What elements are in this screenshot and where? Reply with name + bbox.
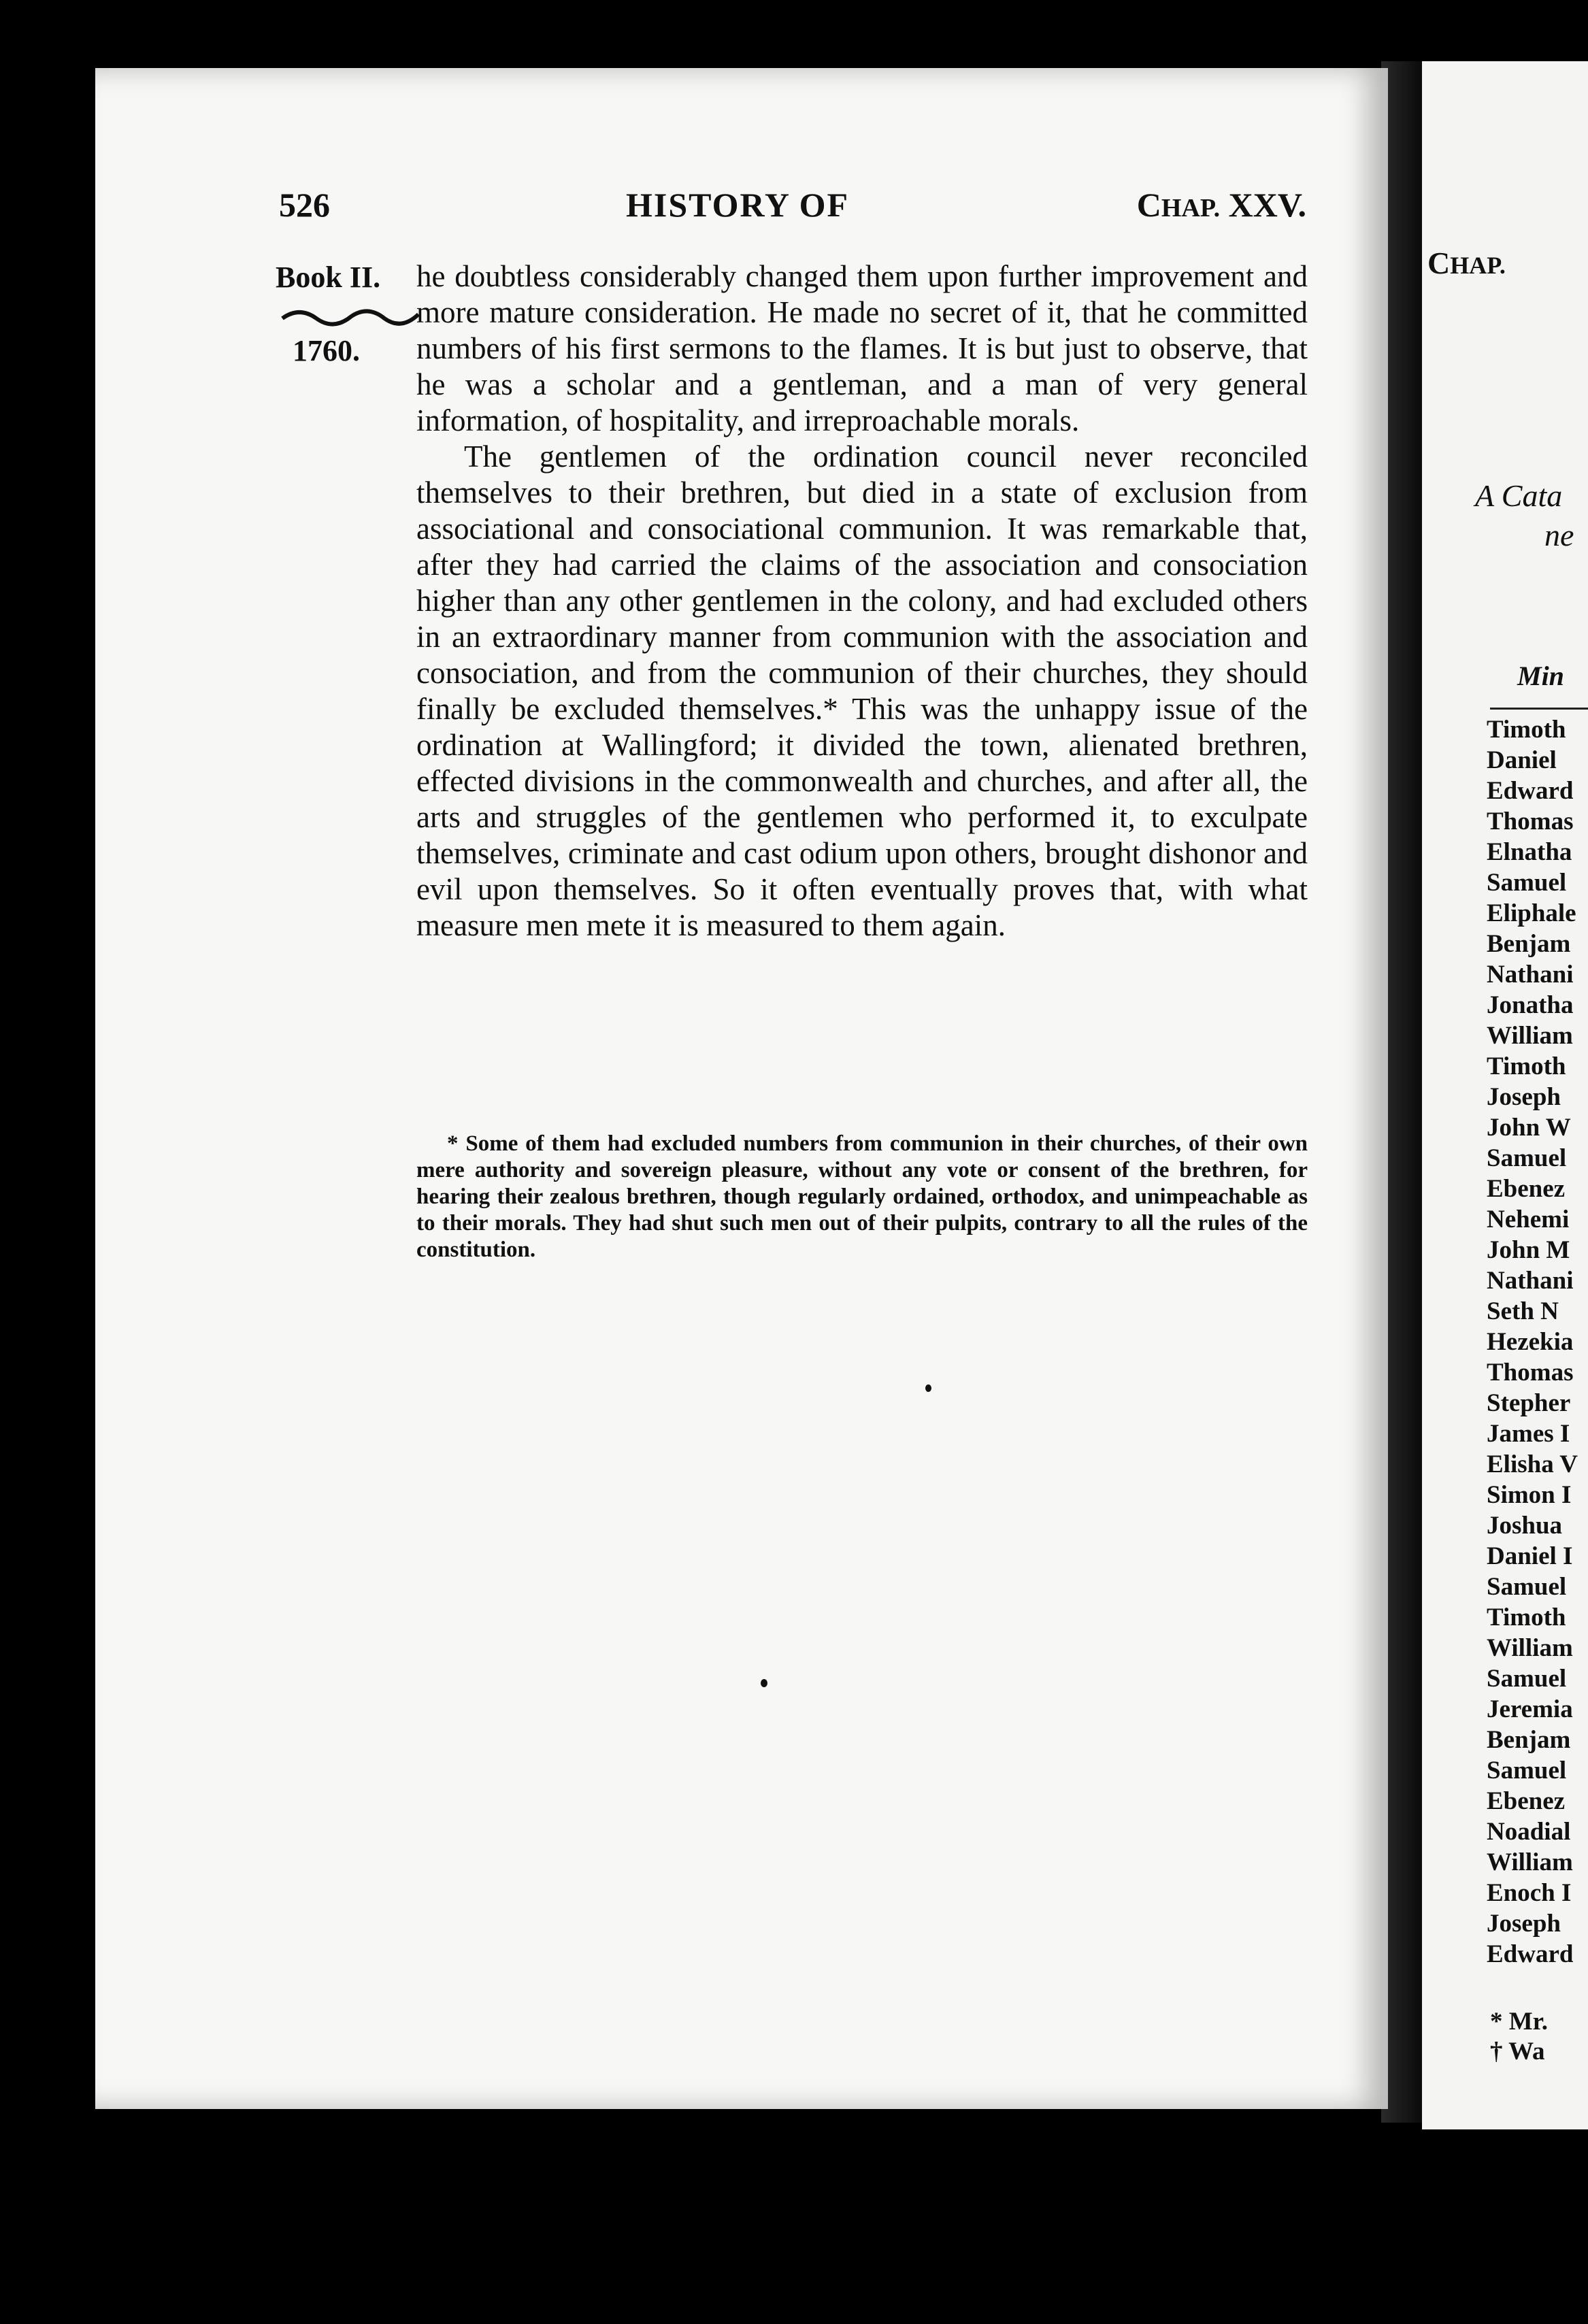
facing-name-item: Joseph <box>1487 1910 1561 1938</box>
facing-name-item: Samuel <box>1487 1757 1567 1784</box>
facing-catalog-title-2: ne <box>1544 518 1574 552</box>
running-title: HISTORY OF <box>626 186 850 224</box>
chapter-number: XXV. <box>1228 186 1306 224</box>
facing-name-item: Samuel <box>1487 1665 1567 1693</box>
facing-name-item: Timoth <box>1487 1604 1566 1631</box>
facing-name-item: Timoth <box>1487 1052 1566 1080</box>
margin-year: 1760. <box>293 334 360 367</box>
running-header <box>279 185 1306 233</box>
facing-name-item: Thomas <box>1487 808 1574 835</box>
facing-name-item: Samuel <box>1487 1144 1567 1172</box>
facing-name-item: Elisha V <box>1487 1450 1578 1478</box>
paragraph-1: he doubtless considerably changed them upon further improvement and more mature consideration. He made no secret of it, that he committed numbers of his first sermons to the flames. It is but just to observe, that he was a scholar and a gentleman, and a man of very general information, of hospitality, and irreproachable morals. <box>416 259 1308 437</box>
chapter-prefix: C <box>1136 186 1161 224</box>
facing-note-2: † Wa <box>1490 2038 1545 2065</box>
facing-name-item: Elnatha <box>1487 838 1572 866</box>
facing-name-item: John M <box>1487 1236 1570 1264</box>
facing-name-item: Simon I <box>1487 1481 1572 1509</box>
facing-name-item: Nehemi <box>1487 1206 1570 1233</box>
facing-name-item: James I <box>1487 1420 1570 1448</box>
facing-name-list <box>1487 714 1578 1970</box>
facing-name-item: Edward <box>1487 1940 1574 1968</box>
facing-name-item: Daniel I <box>1487 1542 1573 1570</box>
facing-note-1: * Mr. <box>1490 2008 1548 2036</box>
facing-page <box>1422 61 1588 2129</box>
ornament-swash <box>279 299 422 333</box>
facing-column-head: Min <box>1517 661 1564 691</box>
paragraph-2: The gentlemen of the ordination council never reconciled themselves to their brethren, but died in a state of exclusion from associational and consociational communion. It was remarkable that, after they had carried the claims of the association and consociation higher than any other gentlemen in the colony, and had excluded others in an extraordinary manner from communion with the association and consociation, and from the communion of their churches, they should finally be excluded themselves.* This was the unhappy issue of the ordination at Wallingford; it divided the town, alienated brethren, effected divisions in the commonwealth and churches, and after all, the arts and struggles of the gentlemen who performed it, to exculpate themselves, criminate and cast odium upon others, brought dishonor and evil upon themselves. So it often eventually proves that, with what measure men mete it is measured to them again. <box>416 439 1308 942</box>
facing-name-item: William <box>1487 1848 1573 1876</box>
facing-name-item: Thomas <box>1487 1359 1574 1387</box>
facing-name-item: Nathani <box>1487 1267 1574 1295</box>
facing-name-item: Stepher <box>1487 1389 1571 1417</box>
facing-name-item: Ebenez <box>1487 1787 1566 1815</box>
page-number: 526 <box>279 186 330 224</box>
facing-name-item: William <box>1487 1022 1573 1050</box>
facing-name-item: John W <box>1487 1114 1571 1142</box>
facing-name-item: Joseph <box>1487 1083 1561 1111</box>
margin-book: Book II. <box>276 261 381 294</box>
chapter-label <box>1137 185 1306 225</box>
facing-name-item: Ebenez <box>1487 1175 1566 1203</box>
facing-name-item: Noadial <box>1487 1818 1571 1846</box>
facing-catalog-title: A Cata <box>1475 478 1563 513</box>
facing-header-prefix: C <box>1427 246 1451 280</box>
facing-name-item: Joshua <box>1487 1512 1563 1540</box>
facing-name-item: Hezekia <box>1487 1328 1574 1356</box>
facing-name-item: Benjam <box>1487 1726 1571 1754</box>
facing-name-item: Jeremia <box>1487 1695 1573 1723</box>
chapter-small: HAP. <box>1161 194 1221 222</box>
facing-name-item: Samuel <box>1487 1573 1567 1601</box>
facing-name-item: Edward <box>1487 777 1574 805</box>
print-speck <box>925 1384 931 1392</box>
facing-header-small: HAP. <box>1450 252 1506 279</box>
facing-name-item: Daniel <box>1487 746 1557 774</box>
facing-name-item: Jonatha <box>1487 991 1574 1019</box>
facing-name-item: William <box>1487 1634 1573 1662</box>
facing-name-item: Nathani <box>1487 961 1574 989</box>
facing-name-item: Eliphale <box>1487 899 1576 927</box>
facing-name-item: Seth N <box>1487 1297 1559 1325</box>
footnote: * Some of them had excluded numbers from communion in their churches, of their own mere authority and sovereign pleasure, without any vote or consent of the brethren, for hearing their zealous brethren, though regularly ordained, orthodox, and unimpeachable as to their morals. They had shut such men out of their pulpits, contrary to all the rules of the constitution. <box>416 1131 1308 1262</box>
body-text <box>416 259 1308 944</box>
facing-header <box>1427 245 1506 281</box>
facing-name-item: Benjam <box>1487 930 1571 958</box>
facing-name-item: Enoch I <box>1487 1879 1572 1907</box>
facing-name-item: Timoth <box>1487 716 1566 744</box>
facing-rule <box>1490 708 1588 710</box>
print-speck <box>761 1679 767 1687</box>
facing-notes <box>1490 2007 1548 2067</box>
facing-name-item: Samuel <box>1487 869 1567 897</box>
